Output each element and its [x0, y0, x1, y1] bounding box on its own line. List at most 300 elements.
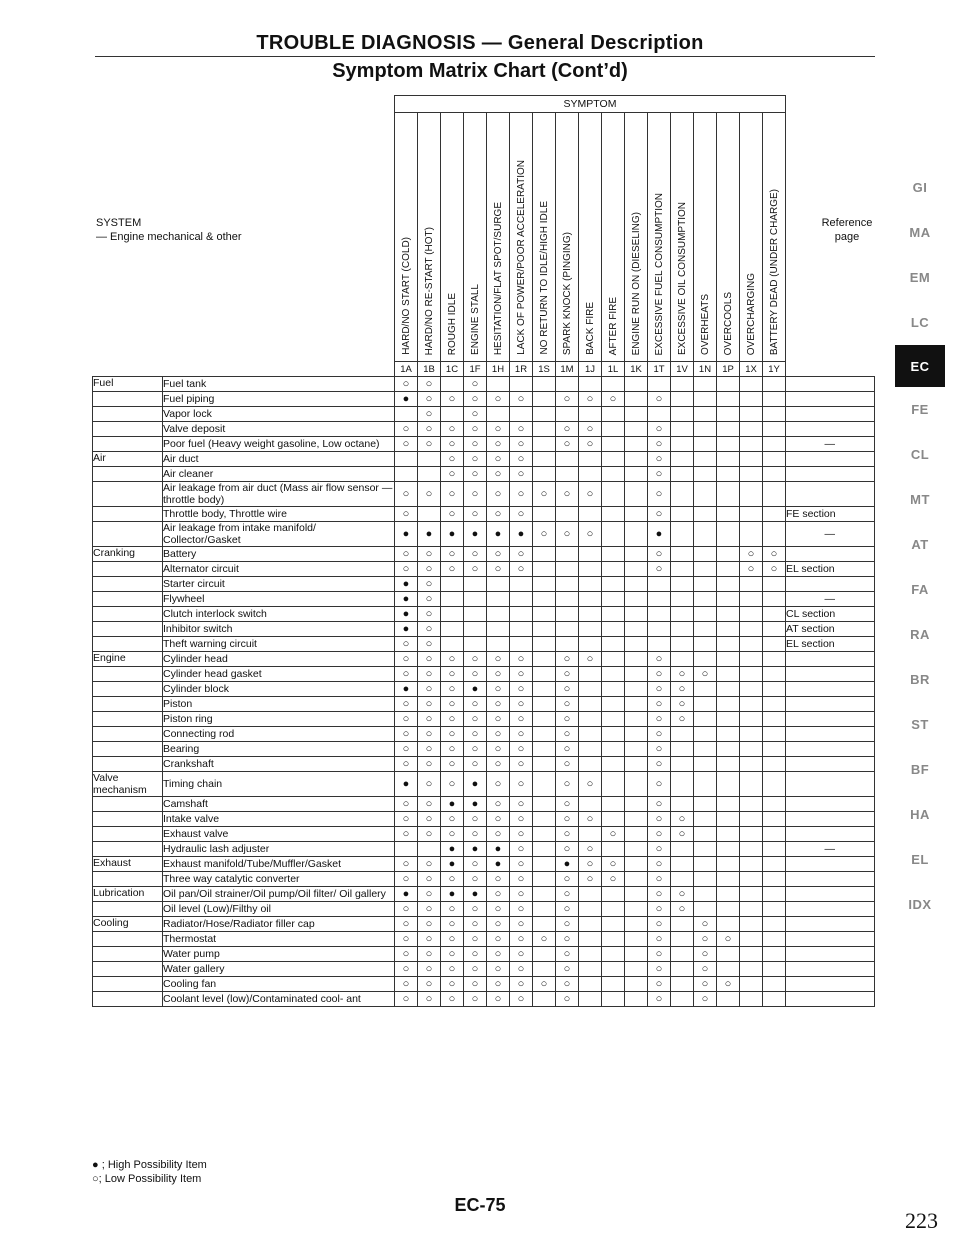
page-subtitle: Symptom Matrix Chart (Cont’d): [332, 60, 628, 82]
symptom-code: 1A: [395, 362, 418, 377]
symptom-mark: ○: [556, 437, 579, 452]
symptom-mark: [740, 872, 763, 887]
symptom-mark: [671, 422, 694, 437]
symptom-mark: [694, 742, 717, 757]
symptom-mark: [625, 712, 648, 727]
symptom-mark: ●: [395, 682, 418, 697]
symptom-mark: ○: [648, 947, 671, 962]
reference-page: [786, 452, 875, 467]
symptom-mark: [763, 742, 786, 757]
table-row: [93, 772, 875, 797]
symptom-mark: [533, 682, 556, 697]
symptom-mark: [694, 797, 717, 812]
section-tab-ra[interactable]: RA: [910, 627, 930, 642]
symptom-mark: [579, 902, 602, 917]
symptom-mark: [579, 992, 602, 1007]
symptom-mark: ○: [487, 887, 510, 902]
symptom-column-header: [464, 113, 487, 362]
symptom-mark: [717, 797, 740, 812]
symptom-mark: ●: [395, 522, 418, 547]
symptom-mark: [763, 797, 786, 812]
section-tab-idx[interactable]: IDX: [908, 897, 932, 912]
symptom-mark: ○: [487, 812, 510, 827]
system-name: [93, 607, 163, 622]
symptom-mark: ○: [510, 467, 533, 482]
symptom-mark: ○: [694, 962, 717, 977]
section-tab-bf[interactable]: BF: [910, 762, 930, 777]
symptom-mark: ○: [395, 742, 418, 757]
table-row: [93, 377, 875, 392]
symptom-mark: ○: [510, 812, 533, 827]
symptom-mark: [556, 547, 579, 562]
symptom-mark: [487, 622, 510, 637]
symptom-mark: ○: [464, 962, 487, 977]
symptom-mark: [556, 507, 579, 522]
symptom-mark: ●: [395, 887, 418, 902]
symptom-mark: ○: [441, 727, 464, 742]
symptom-mark: ○: [441, 712, 464, 727]
symptom-mark: ○: [579, 422, 602, 437]
table-row: [93, 592, 875, 607]
symptom-mark: ○: [648, 962, 671, 977]
symptom-mark: ○: [418, 887, 441, 902]
symptom-mark: [464, 637, 487, 652]
table-row: [93, 962, 875, 977]
symptom-mark: [763, 827, 786, 842]
symptom-mark: [694, 607, 717, 622]
section-tab-at[interactable]: AT: [911, 537, 929, 552]
symptom-mark: [533, 562, 556, 577]
symptom-mark: [740, 682, 763, 697]
symptom-mark: ○: [671, 827, 694, 842]
symptom-mark: ○: [510, 947, 533, 962]
symptom-mark: [694, 452, 717, 467]
symptom-mark: [533, 812, 556, 827]
symptom-mark: [717, 452, 740, 467]
symptom-mark: [487, 607, 510, 622]
system-name: [93, 977, 163, 992]
item-name: Water gallery: [163, 962, 395, 977]
item-name: Water pump: [163, 947, 395, 962]
symptom-mark: [602, 607, 625, 622]
symptom-mark: ○: [556, 962, 579, 977]
symptom-mark: ○: [556, 742, 579, 757]
symptom-mark: [740, 727, 763, 742]
symptom-code: 1S: [533, 362, 556, 377]
symptom-mark: ○: [395, 437, 418, 452]
symptom-mark: [602, 452, 625, 467]
symptom-mark: ○: [464, 742, 487, 757]
symptom-mark: ○: [694, 932, 717, 947]
symptom-mark: ○: [487, 562, 510, 577]
section-tab-fa[interactable]: FA: [911, 582, 929, 597]
symptom-mark: ○: [648, 697, 671, 712]
symptom-mark: ○: [648, 667, 671, 682]
symptom-mark: [694, 377, 717, 392]
symptom-mark: [579, 757, 602, 772]
symptom-mark: ○: [510, 827, 533, 842]
symptom-mark: ○: [717, 932, 740, 947]
symptom-mark: [671, 857, 694, 872]
symptom-mark: [648, 637, 671, 652]
symptom-mark: [625, 992, 648, 1007]
system-name: [93, 757, 163, 772]
symptom-mark: ○: [579, 652, 602, 667]
table-row: [93, 452, 875, 467]
symptom-mark: [740, 637, 763, 652]
item-name: Starter circuit: [163, 577, 395, 592]
symptom-mark: [602, 622, 625, 637]
symptom-mark: [717, 812, 740, 827]
table-row: [93, 857, 875, 872]
symptom-mark: ○: [671, 712, 694, 727]
reference-page: [786, 947, 875, 962]
section-tab-ec[interactable]: EC: [895, 345, 945, 387]
symptom-column-header: [648, 113, 671, 362]
symptom-mark: [763, 772, 786, 797]
section-tab-lc[interactable]: LC: [910, 315, 930, 330]
symptom-mark: ○: [510, 917, 533, 932]
symptom-mark: [694, 562, 717, 577]
symptom-mark: ○: [441, 507, 464, 522]
symptom-mark: ○: [556, 652, 579, 667]
symptom-mark: [625, 562, 648, 577]
symptom-mark: ○: [441, 992, 464, 1007]
symptom-mark: ○: [418, 857, 441, 872]
symptom-mark: [763, 947, 786, 962]
symptom-mark: ○: [487, 977, 510, 992]
symptom-mark: [740, 797, 763, 812]
symptom-mark: ○: [487, 917, 510, 932]
item-name: Exhaust valve: [163, 827, 395, 842]
symptom-column-header: [763, 113, 786, 362]
symptom-mark: [671, 592, 694, 607]
item-name: Piston: [163, 697, 395, 712]
symptom-mark: [694, 697, 717, 712]
symptom-mark: ○: [648, 857, 671, 872]
symptom-mark: [671, 522, 694, 547]
reference-page: FE section: [786, 507, 875, 522]
symptom-mark: [763, 607, 786, 622]
symptom-mark: ○: [418, 622, 441, 637]
symptom-mark: [763, 697, 786, 712]
symptom-mark: ○: [556, 842, 579, 857]
item-name: Oil level (Low)/Filthy oil: [163, 902, 395, 917]
section-tab-br[interactable]: BR: [910, 672, 930, 687]
symptom-mark: [740, 422, 763, 437]
system-name: [93, 902, 163, 917]
reference-page: [786, 857, 875, 872]
symptom-mark: [625, 727, 648, 742]
symptom-mark: ○: [487, 422, 510, 437]
symptom-mark: [510, 407, 533, 422]
symptom-mark: [602, 797, 625, 812]
symptom-column-header: [533, 113, 556, 362]
symptom-mark: [694, 507, 717, 522]
symptom-mark: [533, 962, 556, 977]
table-row: [93, 547, 875, 562]
symptom-mark: [717, 507, 740, 522]
symptom-mark: ○: [510, 437, 533, 452]
symptom-mark: [671, 607, 694, 622]
symptom-mark: ○: [556, 757, 579, 772]
system-name: Cranking: [93, 547, 163, 562]
symptom-mark: ○: [395, 857, 418, 872]
symptom-mark: ○: [464, 917, 487, 932]
symptom-mark: [763, 872, 786, 887]
symptom-mark: ●: [487, 842, 510, 857]
symptom-mark: [740, 607, 763, 622]
symptom-mark: [602, 577, 625, 592]
symptom-mark: ○: [418, 977, 441, 992]
symptom-mark: ○: [395, 547, 418, 562]
system-name: [93, 797, 163, 812]
symptom-mark: [625, 842, 648, 857]
section-tab-ha[interactable]: HA: [910, 807, 930, 822]
system-name: [93, 682, 163, 697]
symptom-mark: [602, 757, 625, 772]
symptom-code: 1Y: [763, 362, 786, 377]
symptom-mark: [602, 522, 625, 547]
item-name: Timing chain: [163, 772, 395, 797]
symptom-mark: ○: [487, 437, 510, 452]
symptom-mark: ○: [648, 772, 671, 797]
page-footer: EC-75: [454, 1195, 506, 1215]
section-tab-el[interactable]: EL: [911, 852, 929, 867]
symptom-name: HARD/NO RE-START (HOT): [423, 226, 435, 355]
symptom-mark: [625, 887, 648, 902]
symptom-column-header: [510, 113, 533, 362]
symptom-mark: ○: [487, 452, 510, 467]
reference-page: [786, 932, 875, 947]
symptom-mark: [671, 727, 694, 742]
symptom-mark: [602, 932, 625, 947]
symptom-column-header: [487, 113, 510, 362]
symptom-mark: [740, 902, 763, 917]
symptom-column-header: [579, 113, 602, 362]
symptom-mark: ○: [395, 827, 418, 842]
reference-page: EL section: [786, 637, 875, 652]
symptom-column-header: [694, 113, 717, 362]
table-row: [93, 437, 875, 452]
symptom-mark: [533, 422, 556, 437]
symptom-mark: ○: [464, 652, 487, 667]
symptom-mark: [763, 452, 786, 467]
symptom-mark: ○: [556, 392, 579, 407]
symptom-mark: ○: [648, 902, 671, 917]
symptom-mark: ○: [648, 452, 671, 467]
symptom-mark: ○: [418, 827, 441, 842]
symptom-header: SYMPTOM: [395, 96, 786, 113]
symptom-mark: ●: [464, 772, 487, 797]
symptom-mark: ○: [418, 667, 441, 682]
symptom-mark: ●: [464, 682, 487, 697]
symptom-name: EXCESSIVE FUEL CONSUMPTION: [653, 192, 665, 355]
symptom-code: 1R: [510, 362, 533, 377]
symptom-mark: ○: [487, 872, 510, 887]
symptom-mark: [579, 577, 602, 592]
symptom-mark: [740, 697, 763, 712]
symptom-mark: [602, 697, 625, 712]
symptom-mark: ○: [556, 697, 579, 712]
symptom-mark: [671, 977, 694, 992]
symptom-mark: [763, 422, 786, 437]
symptom-mark: [533, 887, 556, 902]
symptom-mark: [602, 467, 625, 482]
symptom-mark: ●: [464, 842, 487, 857]
section-tab-fe[interactable]: FE: [911, 402, 929, 417]
section-tab-ma[interactable]: MA: [909, 225, 931, 240]
symptom-mark: [740, 772, 763, 797]
symptom-mark: [717, 887, 740, 902]
item-name: Intake valve: [163, 812, 395, 827]
symptom-mark: ○: [671, 697, 694, 712]
reference-page: [786, 827, 875, 842]
symptom-mark: ○: [510, 392, 533, 407]
reference-page: [786, 757, 875, 772]
symptom-mark: [671, 637, 694, 652]
symptom-mark: [671, 507, 694, 522]
reference-page: [786, 992, 875, 1007]
symptom-name: OVERCOOLS: [722, 291, 734, 355]
symptom-column-header: [740, 113, 763, 362]
symptom-mark: ○: [556, 902, 579, 917]
symptom-mark: ○: [464, 407, 487, 422]
symptom-mark: [694, 772, 717, 797]
symptom-mark: [763, 437, 786, 452]
symptom-mark: [602, 962, 625, 977]
reference-page: EL section: [786, 562, 875, 577]
symptom-mark: [602, 637, 625, 652]
symptom-mark: ○: [395, 667, 418, 682]
symptom-mark: [717, 562, 740, 577]
symptom-mark: [740, 977, 763, 992]
symptom-mark: ○: [418, 797, 441, 812]
section-tab-em[interactable]: EM: [909, 270, 931, 285]
symptom-mark: [694, 902, 717, 917]
symptom-mark: [533, 467, 556, 482]
symptom-mark: [533, 622, 556, 637]
symptom-name: EXCESSIVE OIL CONSUMPTION: [676, 202, 688, 355]
symptom-mark: ●: [441, 857, 464, 872]
symptom-mark: ○: [556, 827, 579, 842]
symptom-mark: [694, 757, 717, 772]
symptom-mark: [533, 667, 556, 682]
system-name: Fuel: [93, 377, 163, 392]
symptom-mark: ●: [441, 797, 464, 812]
symptom-mark: ○: [418, 562, 441, 577]
table-row: [93, 482, 875, 507]
symptom-mark: ○: [556, 887, 579, 902]
item-name: Vapor lock: [163, 407, 395, 422]
symptom-mark: [717, 422, 740, 437]
system-name: [93, 697, 163, 712]
symptom-mark: [671, 562, 694, 577]
item-name: Poor fuel (Heavy weight gasoline, Low octane): [163, 437, 395, 452]
symptom-mark: [694, 407, 717, 422]
symptom-mark: ○: [464, 727, 487, 742]
symptom-mark: ○: [441, 452, 464, 467]
section-tab-mt[interactable]: MT: [910, 492, 930, 507]
symptom-mark: ○: [441, 872, 464, 887]
symptom-mark: [717, 902, 740, 917]
table-row: [93, 947, 875, 962]
item-name: Exhaust manifold/Tube/Muffler/Gasket: [163, 857, 395, 872]
symptom-mark: [602, 562, 625, 577]
symptom-mark: ○: [556, 947, 579, 962]
table-row: [93, 562, 875, 577]
system-name: Air: [93, 452, 163, 467]
reference-page: —: [786, 437, 875, 452]
symptom-code: 1X: [740, 362, 763, 377]
reference-page: CL section: [786, 607, 875, 622]
symptom-mark: ○: [510, 507, 533, 522]
symptom-mark: ○: [510, 727, 533, 742]
symptom-mark: ○: [487, 667, 510, 682]
symptom-mark: ○: [556, 977, 579, 992]
symptom-mark: [625, 592, 648, 607]
symptom-mark: [740, 437, 763, 452]
reference-page: [786, 667, 875, 682]
symptom-mark: ○: [648, 757, 671, 772]
symptom-mark: [740, 857, 763, 872]
symptom-mark: ○: [694, 992, 717, 1007]
symptom-mark: ○: [395, 992, 418, 1007]
symptom-code: 1P: [717, 362, 740, 377]
system-name: [93, 962, 163, 977]
table-row: [93, 507, 875, 522]
symptom-mark: [717, 917, 740, 932]
section-tab-st[interactable]: ST: [911, 717, 929, 732]
symptom-mark: [694, 727, 717, 742]
symptom-mark: [602, 917, 625, 932]
symptom-mark: ○: [648, 682, 671, 697]
section-tab-gi[interactable]: GI: [912, 180, 928, 195]
symptom-mark: [740, 962, 763, 977]
symptom-mark: [694, 682, 717, 697]
symptom-mark: [602, 682, 625, 697]
item-name: Air cleaner: [163, 467, 395, 482]
symptom-mark: [510, 607, 533, 622]
symptom-mark: ○: [579, 842, 602, 857]
symptom-mark: [533, 757, 556, 772]
symptom-mark: ○: [579, 857, 602, 872]
symptom-mark: [740, 947, 763, 962]
symptom-mark: [602, 977, 625, 992]
system-name: [93, 577, 163, 592]
symptom-mark: ○: [556, 872, 579, 887]
table-row: [93, 887, 875, 902]
symptom-mark: [625, 407, 648, 422]
symptom-mark: [694, 467, 717, 482]
item-name: Fuel piping: [163, 392, 395, 407]
symptom-mark: ○: [418, 947, 441, 962]
table-row: [93, 917, 875, 932]
system-name: [93, 392, 163, 407]
section-tab-cl[interactable]: CL: [910, 447, 930, 462]
symptom-name: HESITATION/FLAT SPOT/SURGE: [492, 201, 504, 355]
symptom-mark: [671, 467, 694, 482]
table-row: [93, 522, 875, 547]
symptom-mark: [510, 377, 533, 392]
symptom-mark: [579, 622, 602, 637]
symptom-mark: ○: [510, 667, 533, 682]
symptom-mark: ○: [648, 422, 671, 437]
symptom-mark: ○: [418, 392, 441, 407]
symptom-mark: [717, 857, 740, 872]
symptom-mark: [763, 507, 786, 522]
system-name: [93, 932, 163, 947]
